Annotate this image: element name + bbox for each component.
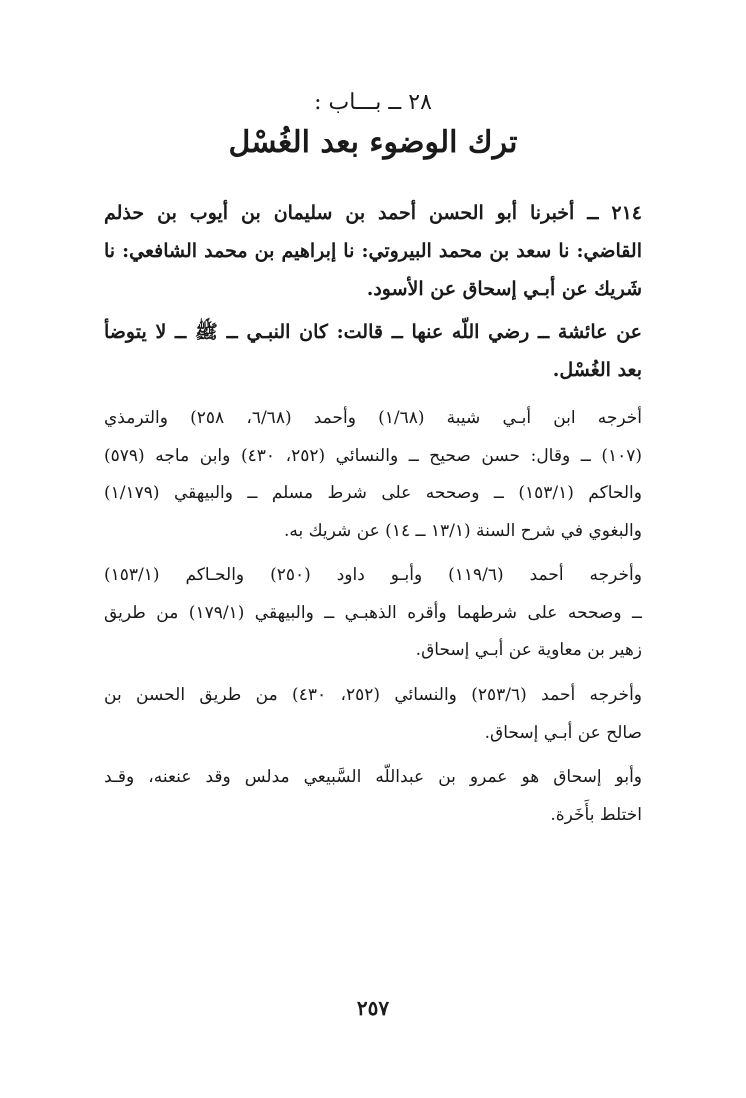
hadith-line: شَريك عن أبـي إسحاق عن الأسود. <box>366 278 642 300</box>
hadith-line: ٢١٤ ــ أخبرنا أبو الحسن أحمد بن سليمان بن أيوب بن حذلم <box>104 202 642 224</box>
takhrij-line: صالح عن أبـي إسحاق. <box>484 722 642 743</box>
takhrij-line: ــ وصححه على شرطهما وأقره الذهبـي ــ والبيهقي (١٧٩/١) من طريق <box>104 602 642 623</box>
hadith-isnad <box>104 194 642 308</box>
narrator-note <box>104 759 642 834</box>
takhrij-line: والبغوي في شرح السنة (١٣/١ ــ ١٤) عن شريك به. <box>283 520 642 541</box>
takhrij-line: أخرجه ابن أبـي شيبة (١/٦٨) وأحمد (٦/٦٨، ٢٥٨) والترمذي <box>104 408 642 428</box>
takhrij-line: (١٠٧) ــ وقال: حسن صحيح ــ والنسائي (٢٥٢، ٤٣٠) وابن ماجه (٥٧٩) <box>104 445 642 466</box>
takhrij-paragraph <box>104 677 642 752</box>
hadith-matn <box>104 313 642 389</box>
takhrij-paragraph <box>104 557 642 670</box>
chapter-number: ٢٨ ــ بـــاب : <box>314 90 432 115</box>
takhrij-line: زهير بن معاوية عن أبـي إسحاق. <box>415 640 642 660</box>
note-line: اختلط بأَخَرة. <box>550 804 642 825</box>
matn-line: بعد الغُسْل. <box>552 359 642 381</box>
chapter-title: ترك الوضوء بعد الغُسْل <box>228 125 518 160</box>
takhrij-line: والحاكم (١٥٣/١) ــ وصححه على شرط مسلم ــ والبيهقي (١/١٧٩) <box>104 483 642 503</box>
takhrij-paragraph <box>104 400 642 550</box>
page-number: ٢٥٧ <box>356 996 390 1020</box>
note-line: وأبو إسحاق هو عمرو بن عبداللّه السَّبيعي مدلس وقد عنعنه، وقـد <box>104 767 642 787</box>
takhrij-line: وأخرجه أحمد (١١٩/٦) وأبـو داود (٢٥٠) والحـاكم (١٥٣/١) <box>104 565 642 585</box>
hadith-line: القاضي: نا سعد بن محمد البيروتي: نا إبراهيم بن محمد الشافعي: نا <box>104 240 642 262</box>
takhrij-line: وأخرجه أحمد (٢٥٣/٦) والنسائي (٢٥٢، ٤٣٠) من طريق الحسن بن <box>104 685 642 705</box>
matn-line: عن عائشة ــ رضي اللّه عنها ــ قالت: كان النبـي ــ ﷺ ــ لا يتوضأ <box>104 321 642 343</box>
